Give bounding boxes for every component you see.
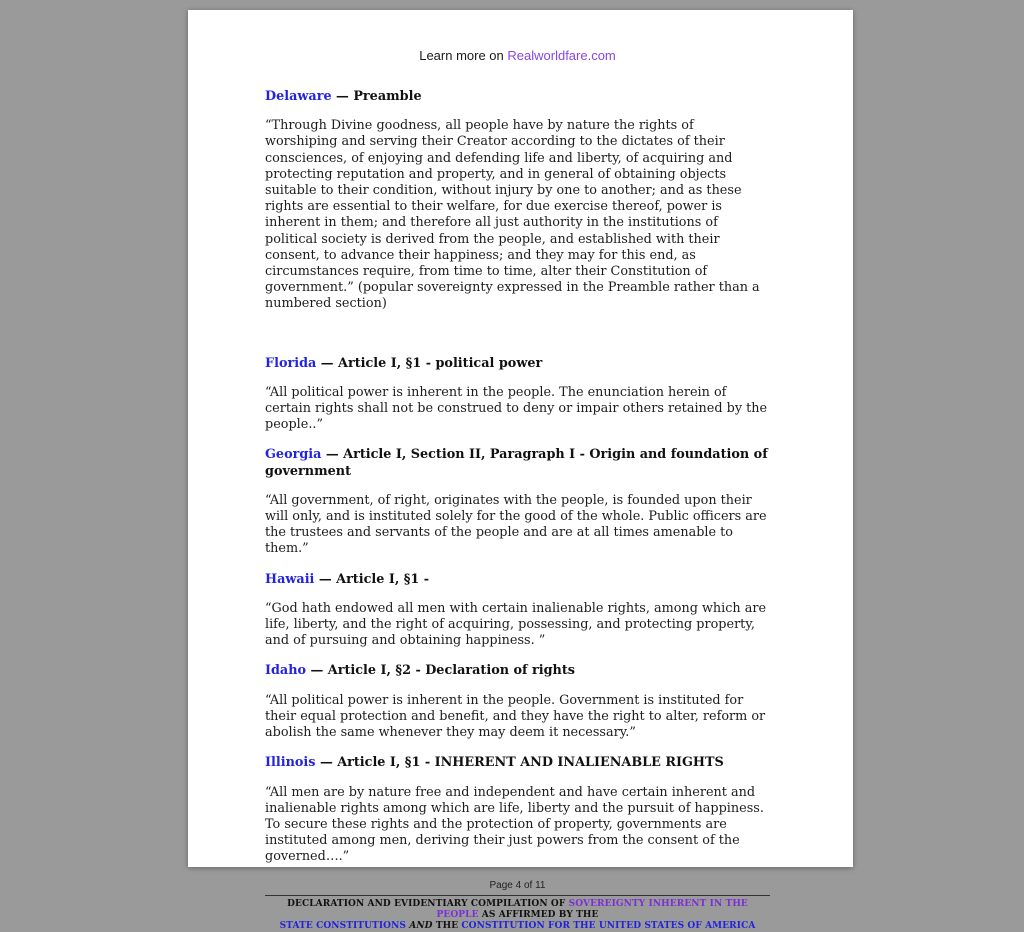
section-quote: “God hath endowed all men with certain inalienable rights, among which are life, liberty, and the right of acquiring, possessing, and protecting property, and of pursuing and obtaining happiness. ” (265, 600, 767, 649)
state-link[interactable]: Illinois (265, 755, 316, 771)
section-heading (265, 755, 770, 771)
document-page (188, 10, 853, 931)
state-section (265, 755, 770, 865)
section-heading (265, 447, 770, 479)
heading-title: Article I, §1 - INHERENT AND INALIENABLE RIGHTS (337, 755, 724, 771)
footer-segment: AS AFFIRMED BY THE (478, 909, 599, 920)
footer-rule (265, 895, 770, 896)
heading-title: Article I, Section II, Paragraph I - Origin and foundation of government (265, 447, 768, 479)
heading-separator: — (321, 447, 344, 463)
header-text: Learn more on (419, 48, 508, 63)
realworldfare-link[interactable]: Realworldfare.com (507, 48, 616, 63)
heading-separator: — (331, 89, 354, 104)
state-section (265, 356, 770, 434)
section-quote: “All men are by nature free and independent and have certain inherent and inalienable rights among which are life, liberty and the pursuit of happiness. To secure these rights and the protection of property, governments are instituted among men, deriving their just powers from the consent of the governed….” (265, 784, 764, 865)
state-link[interactable]: Idaho (265, 663, 307, 679)
state-link[interactable]: Delaware (265, 89, 332, 104)
heading-title: Preamble (353, 89, 422, 104)
state-section (265, 89, 770, 313)
state-section (265, 663, 770, 741)
footer-segment: SOVEREIGNTY INHERENT IN THE PEOPLE (436, 898, 748, 920)
state-section (265, 572, 770, 650)
footer-segment: STATE CONSTITUTIONS (279, 920, 410, 931)
section-heading (265, 663, 770, 679)
heading-separator: — (316, 355, 339, 371)
page-footer (265, 880, 770, 932)
section-heading (265, 89, 770, 105)
page-header (265, 48, 770, 63)
section-quote: “All government, of right, originates with the people, is founded upon their will only, and is instituted solely for the good of the whole. Public officers are the trustees and servants of the people and are at all times amenable to them.” (265, 492, 767, 557)
page-number: Page 4 of 11 (489, 879, 546, 891)
footer-segment: DECLARATION AND EVIDENTIARY COMPILATION OF (287, 898, 569, 909)
section-quote: “All political power is inherent in the people. Government is instituted for their equal protection and benefit, and they have the right to alter, reform or abolish the same whenever they may deem it necessary.” (265, 692, 766, 741)
section-spacer (265, 327, 770, 356)
section-quote: “Through Divine goodness, all people have by nature the rights of worshiping and serving their Creator according to the dictates of their consciences, of enjoying and defending life and liberty, of acquiring and protecting reputation and property, and in general of obtaining objects suitable to their condition, without injury by one to another; and as these rights are essential to their welfare, for due exercise thereof, power is inherent in them; and therefore all just authority in the institutions of political society is derived from the people, and established with their consent, to advance their happiness; and they may for this end, as circumstances require, from time to time, alter their Constitution of government.” (popular sovereignty expressed in the Preamble rather than a numbered section) (265, 118, 760, 312)
footer-segment: THE (432, 920, 462, 931)
heading-separator: — (306, 663, 328, 679)
heading-title: Article I, §1 - political power (338, 355, 543, 371)
sections (265, 89, 770, 880)
footer-line1 (265, 899, 770, 921)
state-link[interactable]: Florida (265, 355, 317, 371)
footer-line2 (265, 921, 770, 932)
state-link[interactable]: Georgia (265, 447, 322, 463)
heading-title: Article I, §2 - Declaration of rights (327, 663, 575, 679)
heading-title: Article I, §1 - (336, 571, 430, 587)
state-section (265, 447, 770, 557)
footer-segment: AND (409, 920, 433, 931)
footer-segment: CONSTITUTION FOR THE UNITED STATES OF AMERICA (461, 920, 756, 931)
section-heading (265, 572, 770, 588)
state-link[interactable]: Hawaii (265, 571, 315, 587)
section-quote: “All political power is inherent in the people. The enunciation herein of certain rights shall not be construed to deny or impair others retained by the people..” (265, 384, 768, 433)
section-heading (265, 356, 770, 372)
heading-separator: — (315, 755, 338, 771)
heading-separator: — (314, 571, 337, 587)
